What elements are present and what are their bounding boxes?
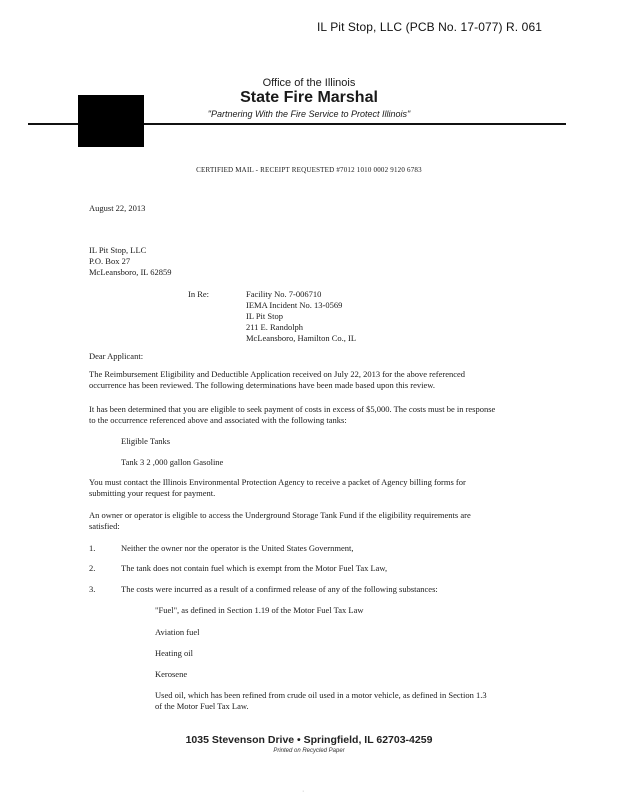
- in-re-line: IL Pit Stop: [246, 311, 283, 321]
- requirement-text: Neither the owner nor the operator is the United States Government,: [121, 543, 354, 553]
- in-re-line: IEMA Incident No. 13-0569: [246, 300, 343, 310]
- eligible-tanks-heading: Eligible Tanks: [121, 436, 171, 446]
- in-re-line: 211 E. Randolph: [246, 322, 304, 332]
- letterhead-office: Office of the Illinois: [262, 77, 356, 89]
- letterhead-rule-left: [28, 123, 78, 125]
- paragraph-requirements-intro: An owner or operator is eligible to access the Underground Storage Tank Fund if the eligibility requirements are satisfied:: [89, 510, 471, 531]
- in-re-label: In Re:: [188, 289, 210, 299]
- letterhead-motto: "Partnering With the Fire Service to Protect Illinois": [207, 109, 411, 119]
- requirement-number: 2.: [89, 563, 96, 573]
- footer-address: 1035 Stevenson Drive • Springfield, IL 62703-4259: [185, 734, 433, 746]
- requirement-number: 1.: [89, 543, 96, 553]
- substance-item: Aviation fuel: [155, 627, 200, 637]
- document-reference: IL Pit Stop, LLC (PCB No. 17-077) R. 061: [317, 20, 542, 34]
- letter-date: August 22, 2013: [89, 203, 146, 213]
- in-re-line: Facility No. 7-006710: [246, 289, 322, 299]
- letterhead-title: State Fire Marshal: [240, 89, 378, 106]
- recipient-line: IL Pit Stop, LLC: [89, 245, 147, 255]
- eligible-tank-item: Tank 3 2 ,000 gallon Gasoline: [121, 457, 224, 467]
- certified-mail-line: CERTIFIED MAIL - RECEIPT REQUESTED #7012 1010 0002 9120 6783: [196, 166, 422, 174]
- substance-item: "Fuel", as defined in Section 1.19 of the Motor Fuel Tax Law: [155, 605, 364, 615]
- recipient-line: McLeansboro, IL 62859: [89, 267, 172, 277]
- paragraph-review: The Reimbursement Eligibility and Deductible Application received on July 22, 2013 for the above referenced occurrence has been reviewed. The following determinations have been made based upon this review.: [89, 369, 466, 390]
- requirement-number: 3.: [89, 584, 96, 594]
- paragraph-contact-agency: You must contact the Illinois Environmental Protection Agency to receive a packet of Agency billing forms for submitting your request for payment.: [89, 477, 466, 498]
- footer-recycled-note: Printed on Recycled Paper: [273, 748, 345, 754]
- substance-item: Kerosene: [155, 669, 188, 679]
- substance-item: Heating oil: [155, 648, 194, 658]
- letterhead-rule-right: [144, 123, 566, 125]
- paragraph-eligibility: It has been determined that you are eligible to seek payment of costs in excess of $5,000. The costs must be in response to the occurrence referenced above and associated with the following tanks:: [89, 404, 496, 425]
- bottom-mark: ·: [302, 788, 305, 795]
- recipient-line: P.O. Box 27: [89, 256, 131, 266]
- substance-item: Used oil, which has been refined from crude oil used in a motor vehicle, as defined in Section 1.3 of the Motor Fuel Tax Law.: [155, 690, 487, 711]
- in-re-line: McLeansboro, Hamilton Co., IL: [246, 333, 357, 343]
- requirement-text: The tank does not contain fuel which is exempt from the Motor Fuel Tax Law,: [121, 563, 388, 573]
- requirement-text: The costs were incurred as a result of a confirmed release of any of the following substances:: [121, 584, 438, 594]
- salutation: Dear Applicant:: [89, 351, 144, 361]
